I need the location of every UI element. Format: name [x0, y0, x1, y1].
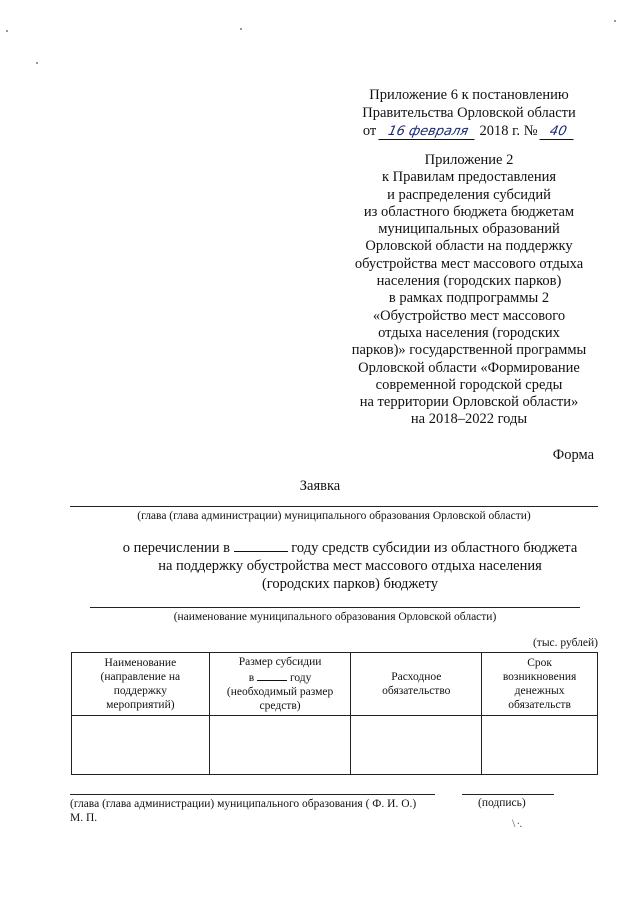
table-header-row: [72, 653, 598, 716]
municipality-line: [90, 607, 580, 608]
header-term-line: Срок: [527, 657, 552, 669]
header-term-line: обязательств: [508, 699, 571, 711]
signature-line: [462, 794, 554, 795]
header-year-blank: [257, 669, 287, 681]
appendix6-date-line: [338, 122, 600, 140]
appendix2-line: на территории Орловской области»: [359, 394, 579, 411]
scan-speck: [614, 20, 616, 22]
header-term-line: возникновения: [502, 671, 577, 683]
header-subsidy-line: Размер субсидии: [238, 656, 322, 668]
appendix2-header: [338, 152, 600, 429]
appendix2-line: в рамках подпрограммы 2: [388, 290, 550, 307]
request-table: [71, 652, 598, 775]
header-term-line: денежных: [514, 685, 565, 697]
scan-speck: [6, 30, 8, 32]
appendix6-line1: Приложение 6 к постановлению: [369, 87, 569, 103]
date-prefix: от: [362, 123, 377, 139]
signature-label: (подпись): [478, 797, 526, 809]
signature-caption: [70, 797, 416, 825]
appendix2-line: из областного бюджета бюджетам: [363, 203, 575, 220]
header-name: [72, 653, 210, 716]
municipality-caption: (наименование муниципального образования Орловской области): [173, 611, 497, 623]
appendix2-line: современной городской среды: [375, 376, 563, 393]
appendix2-line: Орловской области «Формирование: [358, 359, 580, 376]
header-term: [482, 653, 598, 716]
purpose-line1: [60, 538, 640, 557]
table-cell[interactable]: [72, 716, 210, 775]
head-caption: (глава (глава администрации) муниципального образования Орловской области): [137, 510, 531, 522]
table-cell[interactable]: [351, 716, 482, 775]
number-prefix: №: [523, 123, 538, 139]
purpose-line2: на поддержку обустройства мест массового отдыха населения: [158, 558, 542, 574]
year-text: 2018 г.: [479, 123, 521, 139]
purpose-line3: (городских парков) бюджету: [261, 576, 439, 592]
appendix2-line: обустройства мест массового отдыха: [354, 255, 584, 272]
appendix2-line: муниципальных образований: [378, 221, 560, 238]
appendix6-line2: Правительства Орловской области: [362, 105, 576, 121]
purpose-line1-end: году средств субсидии из областного бюджета: [291, 540, 578, 556]
appendix2-line: парков)» государственной программы: [351, 342, 587, 359]
table-row: [72, 716, 598, 775]
seal-placeholder: М. П.: [70, 812, 98, 824]
header-subsidy-line: средств): [259, 700, 301, 712]
appendix2-line: отдыха населения (городских: [378, 324, 560, 341]
header-expense-line: обязательство: [382, 685, 451, 697]
form-label: Форма: [552, 447, 594, 463]
appendix2-line: «Обустройство мест массового: [372, 307, 566, 324]
header-expense-obligation: [351, 653, 482, 716]
year-blank: [234, 538, 288, 552]
header-name-line: мероприятий): [106, 699, 175, 711]
appendix6-header: [338, 86, 600, 140]
appendix2-line: населения (городских парков): [376, 273, 562, 290]
table-cell[interactable]: [482, 716, 598, 775]
request-title: Заявка: [299, 478, 341, 494]
header-subsidy-line: (необходимый размер: [226, 686, 334, 698]
units-label: (тыс. рублей): [532, 637, 598, 649]
header-name-line: поддержку: [113, 685, 167, 697]
head-name-line: [70, 506, 598, 507]
appendix2-line: на 2018–2022 годы: [410, 411, 528, 428]
purpose-line1-start: о перечислении в: [122, 540, 231, 556]
scan-speck: [36, 62, 38, 64]
header-subsidy-year-line: [210, 669, 351, 685]
appendix2-line: и распределения субсидий: [387, 186, 551, 203]
appendix2-line: Орловской области на поддержку: [365, 238, 573, 255]
header-expense-line: Расходное: [391, 671, 442, 683]
table-cell[interactable]: [209, 716, 351, 775]
appendix2-line: Приложение 2: [424, 152, 514, 168]
header-subsidy-prefix: в: [248, 672, 255, 684]
scan-marks: \ ·.: [512, 816, 522, 830]
header-subsidy-size: [209, 653, 351, 716]
handwritten-date: 16 февраля: [378, 125, 477, 140]
head-signature-line: [70, 794, 435, 795]
scan-speck: [240, 28, 242, 30]
signature-caption-text: (глава (глава администрации) муниципального образования ( Ф. И. О.): [70, 798, 417, 810]
handwritten-number: 40: [540, 125, 577, 140]
header-name-line: (направление на: [100, 671, 181, 683]
purpose-text: [60, 538, 640, 593]
header-subsidy-suffix: году: [289, 672, 312, 684]
appendix2-line: к Правилам предоставления: [381, 169, 557, 186]
header-name-line: Наименование: [104, 657, 177, 669]
